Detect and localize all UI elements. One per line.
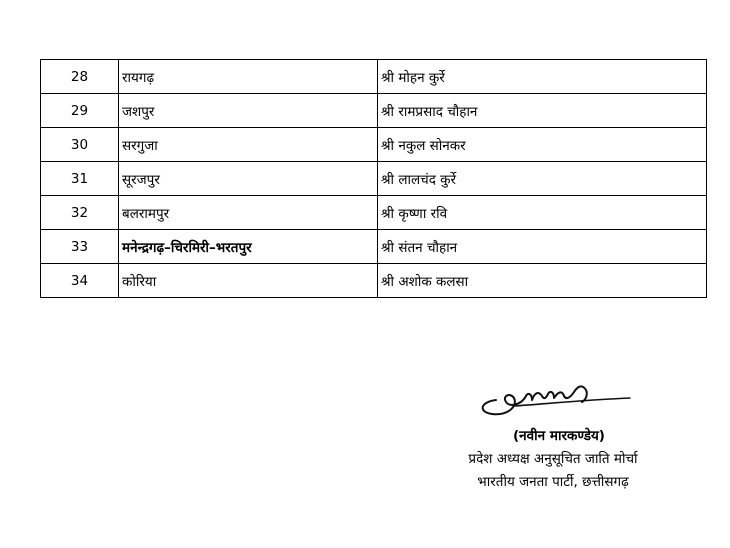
member-name-cell: श्री रामप्रसाद चौहान <box>378 94 707 128</box>
serial-number-cell: 32 <box>41 196 119 230</box>
table-row <box>41 94 707 128</box>
serial-number-cell: 30 <box>41 128 119 162</box>
table-row <box>41 60 707 94</box>
district-cell: बलरामपुर <box>119 196 378 230</box>
member-name-cell: श्री नकुल सोनकर <box>378 128 707 162</box>
table-row <box>41 264 707 298</box>
serial-number-cell: 28 <box>41 60 119 94</box>
members-table <box>40 59 707 298</box>
member-name-cell: श्री लालचंद कुर्रे <box>378 162 707 196</box>
member-name-cell: श्री अशोक कलसा <box>378 264 707 298</box>
table-row <box>41 196 707 230</box>
serial-number-cell: 31 <box>41 162 119 196</box>
district-cell: रायगढ़ <box>119 60 378 94</box>
member-name-cell: श्री मोहन कुर्रे <box>378 60 707 94</box>
handwritten-signature <box>474 372 634 420</box>
signatory-name: (नवीन मारकण्डेय) <box>513 428 605 444</box>
table-row <box>41 128 707 162</box>
member-name-cell: श्री संतन चौहान <box>378 230 707 264</box>
signatory-block <box>420 425 680 494</box>
member-name-cell: श्री कृष्णा रवि <box>378 196 707 230</box>
serial-number-cell: 33 <box>41 230 119 264</box>
district-cell: सरगुजा <box>119 128 378 162</box>
district-cell: सूरजपुर <box>119 162 378 196</box>
members-table-body <box>41 60 707 298</box>
serial-number-cell: 29 <box>41 94 119 128</box>
district-cell: कोरिया <box>119 264 378 298</box>
table-row <box>41 230 707 264</box>
district-cell: मनेन्द्रगढ़–चिरमिरी–भरतपुर <box>119 230 378 264</box>
signatory-title: प्रदेश अध्यक्ष अनुसूचित जाति मोर्चा <box>468 451 638 467</box>
serial-number-cell: 34 <box>41 264 119 298</box>
signatory-organization: भारतीय जनता पार्टी, छत्तीसगढ़ <box>477 474 629 490</box>
table-row <box>41 162 707 196</box>
district-cell: जशपुर <box>119 94 378 128</box>
